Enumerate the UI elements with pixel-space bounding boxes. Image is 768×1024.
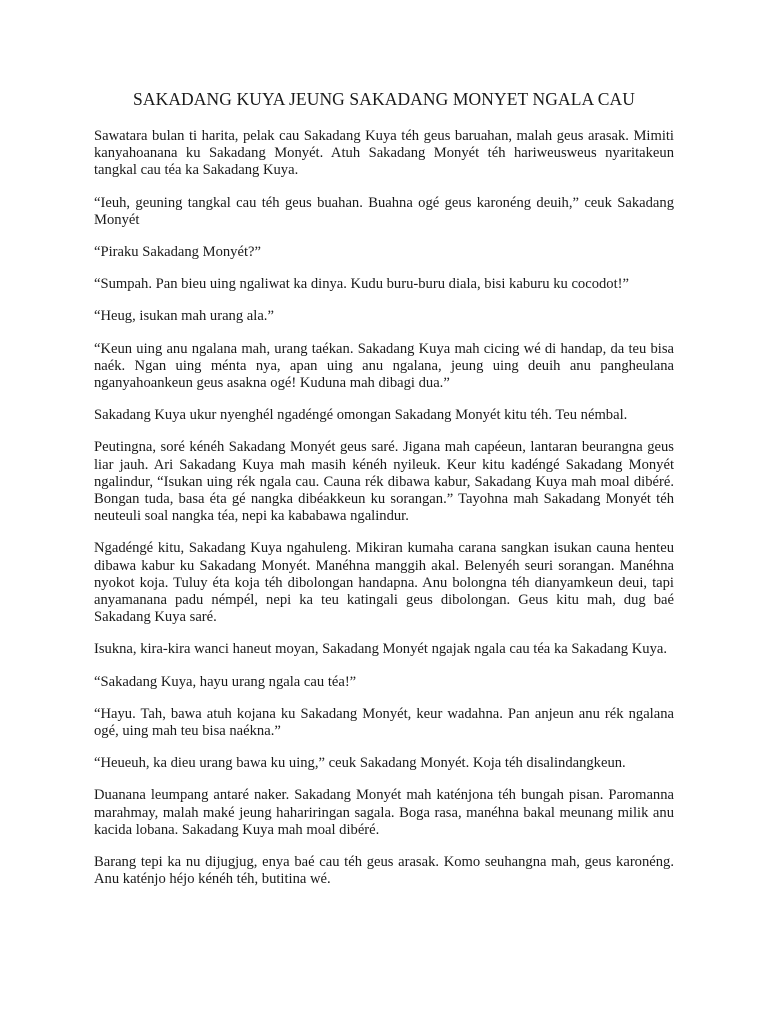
paragraph-13: “Heueuh, ka dieu urang bawa ku uing,” ceuk Sakadang Monyét. Koja téh disalindangkeun. <box>94 755 626 772</box>
paragraph-7: Sakadang Kuya ukur nyenghél ngadéngé omongan Sakadang Monyét kitu téh. Teu némbal. <box>94 407 628 424</box>
paragraph-5: “Heug, isukan mah urang ala.” <box>94 308 274 325</box>
paragraph-6: “Keun uing anu ngalana mah, urang taékan. Sakadang Kuya mah cicing wé di handap, da teu bisa naék. Ngan uing ménta nya, apan uing anu ngalana, jeung uing deuih anu pangheulana nganyahoankeun geus asakna ogé! Kuduna mah dibagi dua.” <box>94 340 674 392</box>
paragraph-8: Peutingna, soré kénéh Sakadang Monyét geus saré. Jigana mah capéeun, lantaran beurangna geus liar jauh. Ari Sakadang Kuya mah masih kénéh nyileuk. Keur kitu kadéngé Sakadang Monyét ngalindur, “Isukan uing rék ngala cau. Cauna rék dibawa kabur, Sakadang Kuya mah moal dibéré. Bongan tuda, basa éta gé nangka dibéakkeun ku sorangan.” Tayohna mah Sakadang Monyét téh neuteuli soal nangka téa, nepi ka kababawa ngalindur. <box>94 439 674 525</box>
paragraph-10: Isukna, kira-kira wanci haneut moyan, Sakadang Monyét ngajak ngala cau téa ka Sakadang Kuya. <box>94 641 668 658</box>
paragraph-12: “Hayu. Tah, bawa atuh kojana ku Sakadang Monyét, keur wadahna. Pan anjeun anu rék ngalana ogé, uing mah teu bisa naékna.” <box>94 705 674 740</box>
paragraph-11: “Sakadang Kuya, hayu urang ngala cau téa!” <box>94 673 357 690</box>
paragraph-9: Ngadéngé kitu, Sakadang Kuya ngahuleng. Mikiran kumaha carana sangkan isukan cauna henteu dibawa kabur ku Sakadang Monyét. Manéhna manggih akal. Belenyéh seuri sorangan. Manéhna nyokot koja. Tuluy éta koja téh dibolongan handapna. Anu bolongna téh dianyamkeun deui, tapi anyamanana padu némpél, nepi ka teu katingali geus dibolongan. Geus kitu mah, dug baé Sakadang Kuya saré. <box>94 540 674 626</box>
paragraph-4: “Sumpah. Pan bieu uing ngaliwat ka dinya. Kudu buru-buru diala, bisi kaburu ku cocodot!” <box>94 276 629 293</box>
paragraph-3: “Piraku Sakadang Monyét?” <box>94 244 261 261</box>
document-title: SAKADANG KUYA JEUNG SAKADANG MONYET NGALA CAU <box>133 89 635 109</box>
paragraph-1: Sawatara bulan ti harita, pelak cau Sakadang Kuya téh geus baruahan, malah geus arasak. Mimiti kanyahoanana ku Sakadang Monyét. Atuh Sakadang Monyét téh hariweusweus nyaritakeun tangkal cau téa ka Sakadang Kuya. <box>94 128 674 179</box>
paragraph-2: “Ieuh, geuning tangkal cau téh geus buahan. Buahna ogé geus karonéng deuih,” ceuk Sakadang Monyét <box>94 194 674 228</box>
document-page <box>94 88 674 904</box>
paragraph-14: Duanana leumpang antaré naker. Sakadang Monyét mah katénjona téh bungah pisan. Paromanna marahmay, malah maké jeung hahariringan sagala. Boga rasa, manéhna bakal meunang milik anu kacida lobana. Sakadang Kuya mah moal dibéré. <box>94 787 674 838</box>
paragraph-15: Barang tepi ka nu dijugjug, enya baé cau téh geus arasak. Komo seuhangna mah, geus karonéng. Anu katénjo héjo kénéh téh, butitina wé. <box>94 854 674 888</box>
